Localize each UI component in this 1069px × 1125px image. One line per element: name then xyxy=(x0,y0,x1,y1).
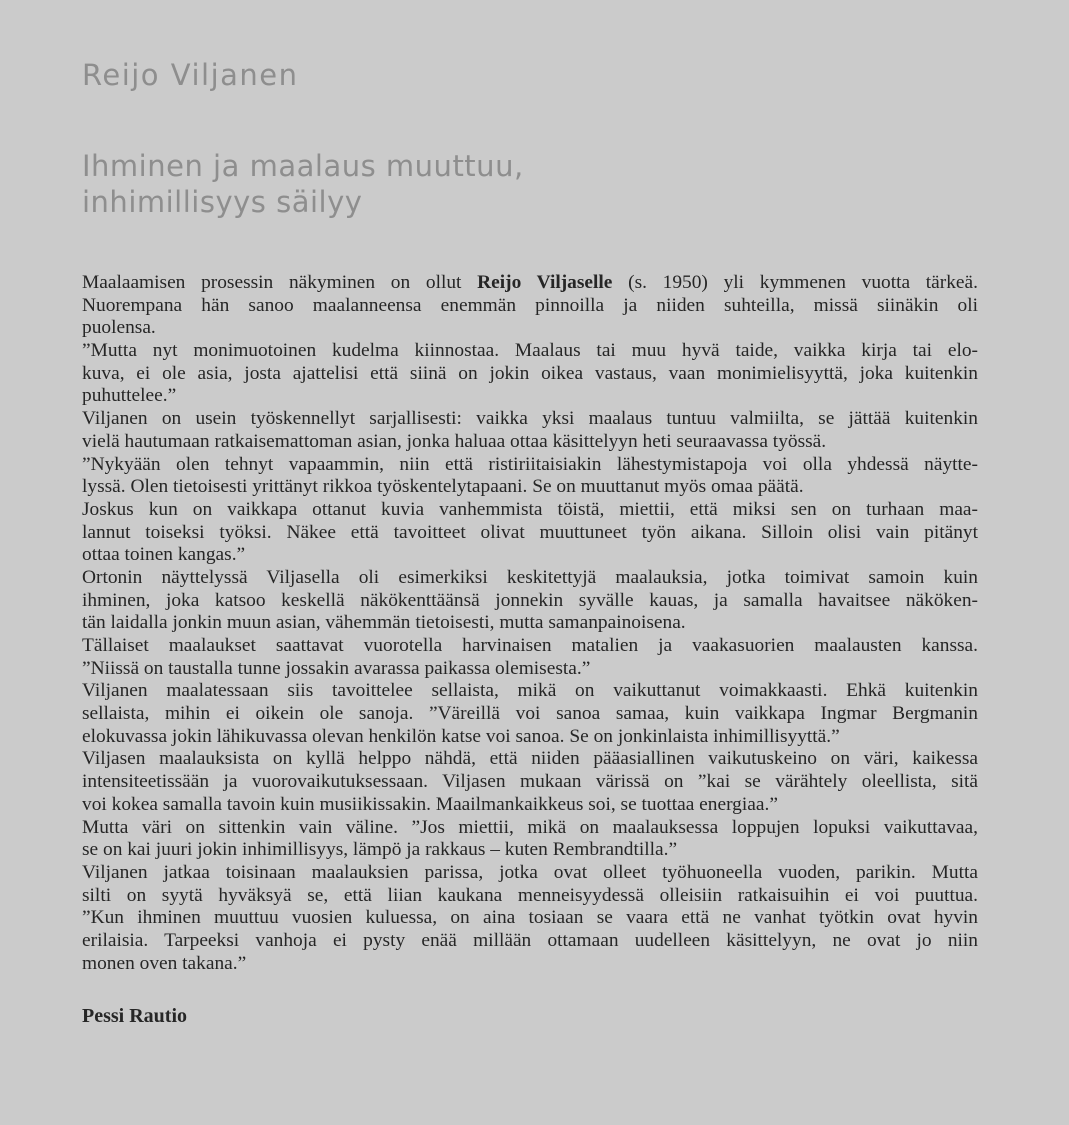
text-line: sellaista, mihin ei oikein ole sanoja. ”Väreillä voi sanoa samaa, kuin vaikkapa Ingmar Bergmanin xyxy=(82,703,978,725)
text-line: Nuorempana hän sanoo maalanneensa enemmän pinnoilla ja niiden suhteilla, missä siinäkin oli xyxy=(82,294,978,316)
text-line: se on kai juuri jokin inhimillisyys, lämpö ja rakkaus – kuten Rembrandtilla.” xyxy=(82,839,678,861)
intro-text: Maalaamisen prosessin näkyminen on ollut xyxy=(82,272,478,293)
title-line: Ihminen ja maalaus muuttuu, xyxy=(82,149,524,183)
intro-text-rest: (s. 1950) yli kymmenen vuotta tärkeä. xyxy=(612,272,978,293)
text-line: erilaisia. Tarpeeksi vanhoja ei pysty enää millään ottamaan uudelleen käsittelyyn, ne ovat jo niin xyxy=(82,929,978,951)
text-line xyxy=(82,272,978,295)
text-line: Viljanen maalatessaan siis tavoittelee sellaista, mikä on vaikuttanut voimakkaasti. Ehkä kuitenkin xyxy=(82,680,978,702)
text-line: Viljanen jatkaa toisinaan maalauksien parissa, jotka ovat olleet työhuoneella vuoden, parikin. Mutta xyxy=(82,861,978,883)
text-line: Mutta väri on sittenkin vain väline. ”Jos miettii, mikä on maalauksessa loppujen lopuksi vaikuttavaa, xyxy=(82,816,978,838)
text-line: Ortonin näyttelyssä Viljasella oli esimerkiksi keskitettyjä maalauksia, jotka toimivat samoin kuin xyxy=(82,566,978,588)
text-line: ihminen, joka katsoo keskellä näkökenttäänsä jonnekin syvälle kauas, ja samalla havaitsee näköken- xyxy=(82,589,978,611)
text-line: tän laidalla jonkin muun asian, vähemmän tietoisesti, mutta samanpainoisena. xyxy=(82,612,686,634)
text-line: ottaa toinen kangas.” xyxy=(82,544,246,566)
text-line: Viljanen on usein työskennellyt sarjallisesti: vaikka yksi maalaus tuntuu valmiilta, se jättää kuitenkin xyxy=(82,408,978,430)
text-line: intensiteetissään ja vuorovaikutuksessaan. Viljasen mukaan värissä on ”kai se värähtely oleellista, sitä xyxy=(82,771,978,793)
title-line: inhimillisyys säilyy xyxy=(82,185,363,219)
article-body xyxy=(82,272,978,975)
text-line: ”Niissä on taustalla tunne jossakin avarassa paikassa olemisesta.” xyxy=(82,657,591,679)
text-line: lyssä. Olen tietoisesti yrittänyt rikkoa työskentelytapaani. Se on muuttanut myös omaa päätä. xyxy=(82,476,804,498)
article-lines xyxy=(82,295,978,976)
text-line: elokuvassa jokin lähikuvassa olevan henkilön katse voi sanoa. Se on jonkinlaista inhimillisyyttä.” xyxy=(82,725,840,747)
text-line: kuva, ei ole asia, josta ajattelisi että siinä on jokin oikea vastaus, vaan monimielisyyttä, joka kuitenkin xyxy=(82,362,978,384)
text-line: vielä hautumaan ratkaisemattoman asian, jonka haluaa ottaa käsittelyyn heti seuraavassa työssä. xyxy=(82,430,827,452)
text-line: Joskus kun on vaikkapa ottanut kuvia vanhemmista töistä, miettii, että miksi sen on turhaan maa- xyxy=(82,498,978,520)
text-line: ”Mutta nyt monimuotoinen kudelma kiinnostaa. Maalaus tai muu hyvä taide, vaikka kirja tai elo- xyxy=(82,340,978,362)
text-line: ”Nykyään olen tehnyt vapaammin, niin että ristiriitaisiakin lähestymistapoja voi olla yhdessä näytte- xyxy=(82,453,978,475)
text-line: puolensa. xyxy=(82,317,156,339)
text-line: lannut toiseksi työksi. Näkee että tavoitteet olivat muuttuneet työn aikana. Silloin olisi vain pitänyt xyxy=(82,521,978,543)
artist-name: Reijo Viljaselle xyxy=(477,272,613,293)
author-name: Reijo Viljanen xyxy=(82,58,299,92)
text-line: puhuttelee.” xyxy=(82,385,177,407)
text-line: voi kokea samalla tavoin kuin musiikissakin. Maailmankaikkeus soi, se tuottaa energiaa.” xyxy=(82,793,778,815)
text-line: ”Kun ihminen muuttuu vuosien kuluessa, on aina tosiaan se vaara että ne vanhat työtkin ovat hyvin xyxy=(82,907,978,929)
text-line: silti on syytä hyväksyä se, että liian kaukana menneisyydessä olleisiin ratkaisuihin ei voi puuttua. xyxy=(82,884,978,906)
article-title xyxy=(82,148,524,220)
text-line: monen oven takana.” xyxy=(82,952,247,974)
signature: Pessi Rautio xyxy=(82,1005,187,1027)
text-line: Tällaiset maalaukset saattavat vuorotella harvinaisen matalien ja vaakasuorien maalausten kanssa. xyxy=(82,635,978,656)
text-line: Viljasen maalauksista on kyllä helppo nähdä, että niiden pääasiallinen vaikutuskeino on väri, kaikessa xyxy=(82,748,978,770)
